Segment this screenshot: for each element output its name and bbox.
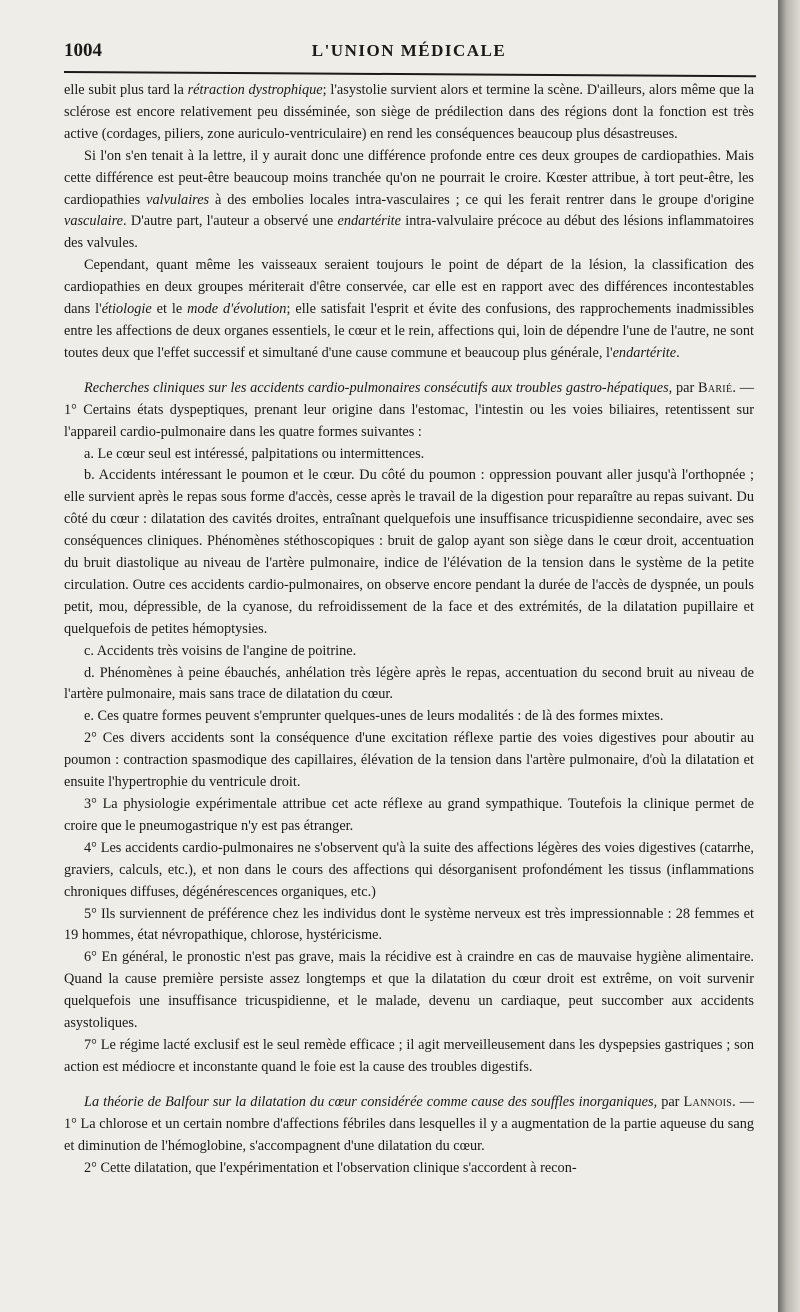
italic-text: vasculaire [64, 213, 124, 230]
text-run: 4° Les accidents cardio-pulmonaires ne s'observent qu'à la suite des affections légères des voies digestives (catarrhe, graviers, calculs, etc.), et non dans le cours des affections qui désorganisent profondément les tissus (inflammations chroniques diffuses, dégénérescences organiques, etc.) [64, 839, 754, 900]
text-run: Cependant, quant même les vaisseaux seraient toujours le point de départ de la lésion, la classification des cardiopathies en deux groupes mériterait d'être conservée, car elle est en rapport avec des différences incontestables dans l' [64, 257, 754, 318]
text-run: intra-valvulaire précoce au début des lésions inflammatoires des valvules. [64, 213, 754, 252]
text-run: 2° Cette dilatation, que l'expérimentation et l'observation clinique s'accordent à recon- [84, 1159, 577, 1176]
header-rule [64, 71, 756, 77]
italic-text: étiologie [101, 301, 152, 318]
page-edge-shadow [778, 0, 800, 1312]
paragraph [64, 378, 754, 444]
paragraph [64, 146, 754, 256]
paragraph [64, 663, 754, 707]
paragraph [64, 1158, 754, 1180]
text-run: 6° En général, le pronostic n'est pas grave, mais la récidive est à craindre en cas de mauvaise hygiène alimentaire. Quand la cause première persiste assez longtemps et que la dilatation du cœur droit est extrême, on voit survenir quelquefois une insuffisance tricuspidienne, et le malade, devenu un cardiaque, peut succomber aux accidents asystoliques. [64, 949, 754, 1032]
italic-text: rétraction dystrophique [187, 82, 323, 98]
page-number: 1004 [64, 40, 102, 61]
paragraph [64, 465, 754, 640]
italic-text: Recherches cliniques sur les accidents cardio-pulmonaires consécutifs aux troubles gastro-hépatiques [84, 379, 669, 396]
text-run: , par [653, 1093, 684, 1110]
text-run: d. Phénomènes à peine ébauchés, anhélation très légère après le repas, accentuation du second bruit au niveau de l'artère pulmonaire, mais sans trace de dilatation du cœur. [64, 664, 754, 703]
text-run: 2° Ces divers accidents sont la conséquence d'une excitation réflexe partie des voies digestives pour aboutir au poumon : contraction spasmodique des capillaires, élévation de la tension dans l'artère pulmonaire, d'où la dilatation et ensuite l'hypertrophie du ventricule droit. [64, 730, 754, 791]
text-run: 7° Le régime lacté exclusif est le seul remède efficace ; il agit merveilleusement dans les dyspepsies gastriques ; son action est médiocre et inconstante quand le foie est la cause des troubles digestifs. [64, 1036, 754, 1075]
text-run: ; l'asystolie survient alors et termine la scène. D'ailleurs, alors même que la sclérose est encore relativement peu disséminée, son siège de prédilection dans des régions dont la fonction est très active (cordages, piliers, zone auriculo-ventriculaire) en rend les conséquences beaucoup plus désastreuses. [64, 82, 754, 142]
paragraph [64, 794, 754, 838]
text-run: 3° La physiologie expérimentale attribue cet acte réflexe au grand sympathique. Toutefois la clinique permet de croire que le pneumogastrique n'y est pas étranger. [64, 796, 754, 834]
text-run: . — 1° La chlorose et un certain nombre d'affections fébriles dans lesquelles il y a augmentation de la partie aqueuse du sang et diminution de l'hémoglobine, s'accompagnent d'une dilatation du cœur. [64, 1093, 754, 1154]
text-run: 5° Ils surviennent de préférence chez les individus dont le système nerveux est très impressionnable : 28 femmes et 19 hommes, état névropathique, chlorose, hystéricisme. [64, 905, 754, 944]
text-run: . D'autre part, l'auteur a observé une [123, 213, 338, 230]
text-run: a. Le cœur seul est intéressé, palpitations ou intermittences. [84, 445, 425, 462]
paragraph [64, 80, 754, 146]
italic-text: endartérite [612, 344, 677, 361]
text-run: ; elle satisfait l'esprit et évite des confusions, des rapprochements inadmissibles entre les affections de deux organes essentiels, le cœur et le rein, affections qui, loin de dépendre l'une de l'autre, ne sont toutes deux que l'effet successif et simultané d'une cause commune et beaucoup plus générale, l' [64, 301, 754, 361]
paragraph [64, 706, 754, 728]
author-name: Lannois [683, 1093, 733, 1110]
text-run: , par [668, 379, 698, 396]
text-run: b. Accidents intéressant le poumon et le cœur. Du côté du poumon : oppression pouvant aller jusqu'à l'orthopnée ; elle survient après le repas sous forme d'accès, cesse après le travail de la digestion pour reparaître au repas suivant. Du côté du cœur : dilatation des cavités droites, entraînant quelquefois une insuffisance tricuspidienne secondaire, avec ses conséquences cliniques. Phénomènes stéthoscopiques : bruit de galop ayant son siège dans le cœur droit, accentuation du bruit diastolique au niveau de l'artère pulmonaire, indice de l'élévation de la tension dans le système de la petite circulation. Outre ces accidents cardio-pulmonaires, on observe encore pendant la durée de l'accès de dyspnée, un pouls petit, mou, dépressible, de la cyanose, du refroidissement de la face et des extrémités, de la dilatation pupillaire et quelquefois de petites hémoptysies. [64, 467, 754, 637]
paragraph [64, 838, 754, 904]
text-run: . [676, 344, 680, 361]
running-title: L'UNION MÉDICALE [311, 41, 507, 60]
text-run: à des embolies locales intra-vasculaires ; ce qui les ferait rentrer dans le groupe d'origine [209, 191, 755, 208]
paragraph [64, 1035, 754, 1079]
text-run: e. Ces quatre formes peuvent s'emprunter quelques-unes de leurs modalités : de là des formes mixtes. [84, 708, 664, 725]
italic-text: endartérite [337, 213, 401, 230]
text-run: et le [151, 301, 188, 318]
page-header [64, 38, 754, 66]
text-run: elle subit plus tard la [64, 82, 188, 98]
paragraph [64, 904, 754, 948]
italic-text: valvulaires [146, 191, 210, 208]
italic-text: mode d'évolution [187, 301, 287, 318]
paragraph [64, 728, 754, 794]
article-body [64, 80, 754, 1179]
paragraph [64, 1092, 754, 1158]
paragraph [64, 255, 754, 365]
paragraph [64, 444, 754, 466]
italic-text: La théorie de Balfour sur la dilatation du cœur considérée comme cause des souffles inorganiques [84, 1093, 654, 1110]
author-name: Barié [697, 379, 733, 396]
paragraph [64, 947, 754, 1035]
text-run: c. Accidents très voisins de l'angine de poitrine. [84, 642, 357, 659]
text-run: . — 1° Certains états dyspeptiques, prenant leur origine dans l'estomac, l'intestin ou les voies biliaires, retentissent sur l'appareil cardio-pulmonaire dans les quatre formes suivantes : [64, 379, 754, 440]
text-run: Si l'on s'en tenait à la lettre, il y aurait donc une différence profonde entre ces deux groupes de cardiopathies. Mais cette différence est peut-être beaucoup moins tranchée qu'on ne pourrait le croire. Kœster attribue, à tort peut-être, les cardiopathies [64, 147, 754, 208]
paragraph [64, 641, 754, 663]
